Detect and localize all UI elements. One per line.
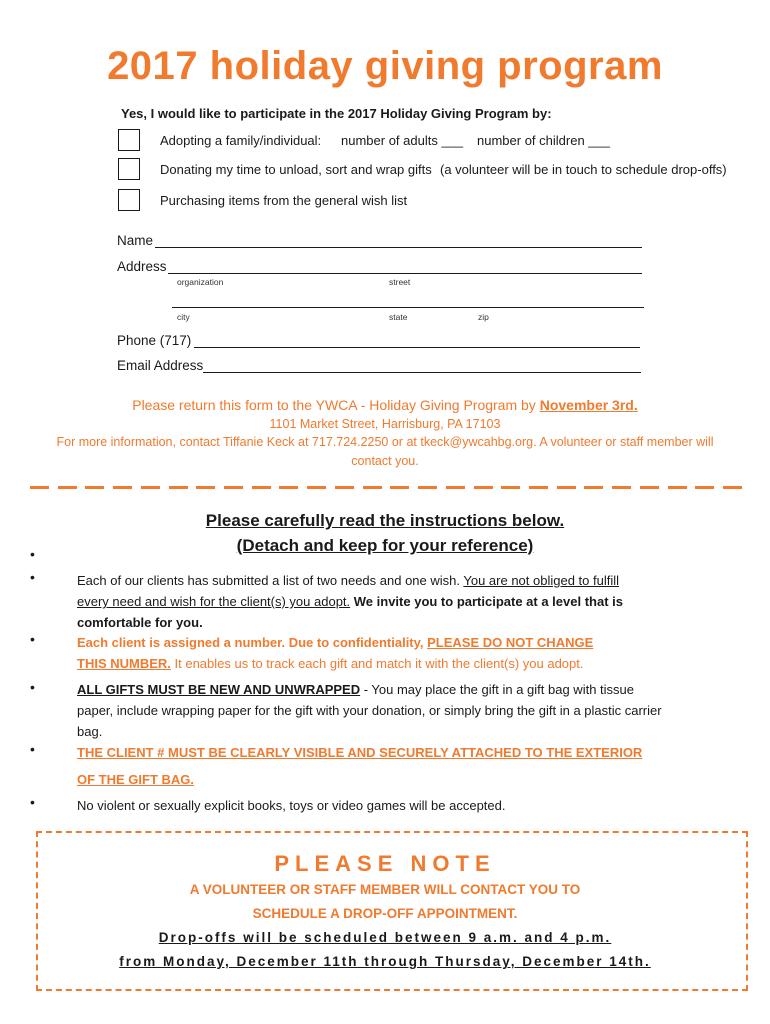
instruction-client-number-visible: THE CLIENT # MUST BE CLEARLY VISIBLE AND SECURELY ATTACHED TO THE EXTERIOR bbox=[77, 745, 643, 760]
name-field[interactable] bbox=[155, 247, 642, 248]
adopt-label: Adopting a family/individual: bbox=[160, 133, 322, 148]
return-text: Please return this form to the YWCA - Holiday Giving Program by bbox=[132, 397, 540, 413]
purchase-items-label: Purchasing items from the general wish list bbox=[160, 193, 408, 208]
note-line-4: from Monday, December 11th through Thursday, December 14th. bbox=[119, 954, 651, 969]
phone-label: Phone (717) bbox=[117, 333, 192, 348]
intro-text: Yes, I would like to participate in the 2017 Holiday Giving Program by: bbox=[121, 106, 552, 121]
address-organization-field[interactable] bbox=[168, 273, 642, 274]
address-label: Address bbox=[117, 259, 167, 274]
please-note-title: PLEASE NOTE bbox=[274, 851, 496, 876]
bullet-icon: • bbox=[30, 631, 35, 647]
state-sublabel: state bbox=[389, 312, 408, 322]
instructions-subheading: (Detach and keep for your reference) bbox=[236, 536, 534, 555]
adopt-checkbox[interactable] bbox=[118, 129, 140, 151]
instruction-new-unwrapped: ALL GIFTS MUST BE NEW AND UNWRAPPED - You may place the gift in a gift bag with tissue paper, include wrapping paper for the gift with your donation, or simply bring the gift in a plastic carrier bag. bbox=[77, 682, 662, 739]
donate-time-label: Donating my time to unload, sort and wrap gifts bbox=[160, 162, 432, 177]
bullet-icon: • bbox=[30, 679, 35, 695]
bullet-icon: • bbox=[30, 546, 35, 562]
city-sublabel: city bbox=[177, 312, 190, 322]
return-deadline: November 3rd. bbox=[539, 397, 638, 413]
return-instruction bbox=[0, 397, 770, 413]
instruction-client-number: Each client is assigned a number. Due to confidentiality, PLEASE DO NOT CHANGE THIS NUMBER. It enables us to track each gift and match it with the client(s) you adopt. bbox=[77, 635, 594, 671]
bullet-icon: • bbox=[30, 569, 35, 585]
instructions-heading: Please carefully read the instructions below. bbox=[205, 511, 565, 530]
detach-line bbox=[30, 483, 742, 493]
name-label: Name bbox=[117, 233, 154, 248]
donate-time-note: (a volunteer will be in touch to schedule drop-offs) bbox=[440, 162, 727, 177]
email-label: Email Address bbox=[117, 358, 204, 373]
instruction-client-number-visible-cont: OF THE GIFT BAG. bbox=[77, 772, 194, 787]
phone-field[interactable] bbox=[194, 347, 640, 348]
return-address: 1101 Market Street, Harrisburg, PA 17103 bbox=[269, 417, 501, 431]
adults-count-label: number of adults ___ bbox=[341, 133, 464, 148]
organization-sublabel: organization bbox=[177, 277, 224, 287]
contact-info-line2: contact you. bbox=[351, 454, 419, 468]
instruction-no-violent-items: No violent or sexually explicit books, toys or video games will be accepted. bbox=[77, 798, 506, 813]
address-city-field[interactable] bbox=[172, 307, 644, 308]
purchase-items-checkbox[interactable] bbox=[118, 189, 140, 211]
page-title: 2017 holiday giving program bbox=[107, 44, 663, 88]
street-sublabel: street bbox=[389, 277, 411, 287]
note-line-3: Drop-offs will be scheduled between 9 a.m. and 4 p.m. bbox=[158, 930, 612, 945]
note-line-1: A VOLUNTEER OR STAFF MEMBER WILL CONTACT YOU TO bbox=[189, 882, 581, 897]
note-line-2: SCHEDULE A DROP-OFF APPOINTMENT. bbox=[252, 906, 518, 921]
donate-time-checkbox[interactable] bbox=[118, 158, 140, 180]
zip-sublabel: zip bbox=[478, 312, 489, 322]
email-field[interactable] bbox=[203, 372, 641, 373]
contact-info-line1: For more information, contact Tiffanie Keck at 717.724.2250 or at tkeck@ywcahbg.org. A volunteer or staff member will bbox=[56, 435, 714, 449]
instruction-needs-wishes: Each of our clients has submitted a list of two needs and one wish. You are not obliged to fulfill every need and wish for the client(s) you adopt. We invite you to participate at a level that is comfortable for you. bbox=[77, 573, 623, 630]
bullet-icon: • bbox=[30, 794, 35, 810]
bullet-icon: • bbox=[30, 741, 35, 757]
children-count-label: number of children ___ bbox=[477, 133, 610, 148]
